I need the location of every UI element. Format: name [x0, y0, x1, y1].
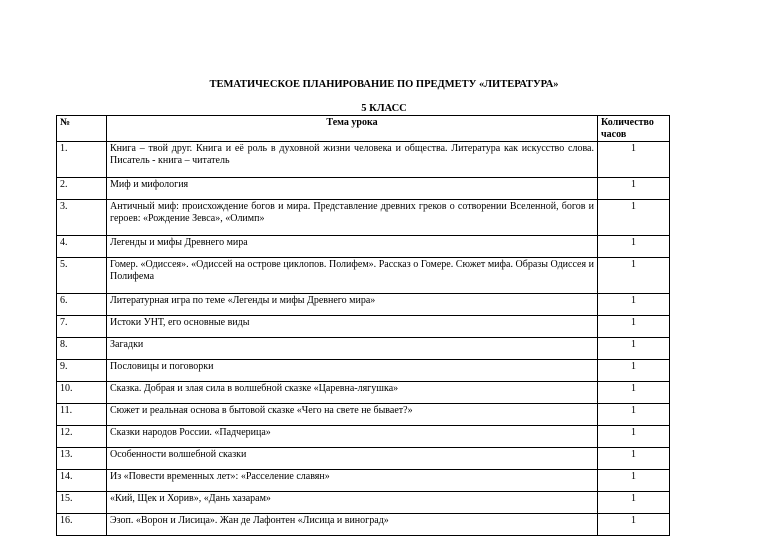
table-row: [57, 404, 670, 426]
table-row: [57, 142, 670, 178]
table-row: [57, 360, 670, 382]
row-number: 1.: [57, 142, 107, 178]
row-hours: 1: [598, 360, 670, 382]
row-number: 16.: [57, 514, 107, 536]
row-number: 13.: [57, 448, 107, 470]
row-topic: Книга – твой друг. Книга и её роль в духовной жизни человека и общества. Литература как искусство слова. Писатель - книга – читатель: [107, 142, 598, 178]
row-hours: 1: [598, 200, 670, 236]
row-topic: Сюжет и реальная основа в бытовой сказке «Чего на свете не бывает?»: [107, 404, 598, 426]
table-header: [57, 116, 670, 142]
row-hours: 1: [598, 142, 670, 178]
header-topic: Тема урока: [107, 116, 598, 142]
row-topic: Легенды и мифы Древнего мира: [107, 236, 598, 258]
row-number: 12.: [57, 426, 107, 448]
class-title: 5 КЛАСС: [361, 103, 407, 114]
row-number: 6.: [57, 294, 107, 316]
row-topic: Особенности волшебной сказки: [107, 448, 598, 470]
row-number: 2.: [57, 178, 107, 200]
row-topic: Литературная игра по теме «Легенды и мифы Древнего мира»: [107, 294, 598, 316]
page-title: ТЕМАТИЧЕСКОЕ ПЛАНИРОВАНИЕ ПО ПРЕДМЕТУ «ЛИТЕРАТУРА»: [209, 79, 559, 90]
row-topic: Гомер. «Одиссея». «Одиссей на острове циклопов. Полифем». Рассказ о Гомере. Сюжет мифа. Образы Одиссея и Полифема: [107, 258, 598, 294]
row-hours: 1: [598, 338, 670, 360]
row-number: 4.: [57, 236, 107, 258]
row-hours: 1: [598, 178, 670, 200]
row-hours: 1: [598, 448, 670, 470]
row-hours: 1: [598, 470, 670, 492]
row-topic: Загадки: [107, 338, 598, 360]
lesson-plan-table: [56, 115, 670, 536]
row-topic: Миф и мифология: [107, 178, 598, 200]
row-number: 14.: [57, 470, 107, 492]
row-number: 11.: [57, 404, 107, 426]
table-row: [57, 338, 670, 360]
row-hours: 1: [598, 236, 670, 258]
row-hours: 1: [598, 404, 670, 426]
row-number: 3.: [57, 200, 107, 236]
table-row: [57, 448, 670, 470]
table-row: [57, 426, 670, 448]
row-topic: Из «Повести временных лет»: «Расселение славян»: [107, 470, 598, 492]
row-topic: Пословицы и поговорки: [107, 360, 598, 382]
table-row: [57, 382, 670, 404]
row-number: 15.: [57, 492, 107, 514]
row-hours: 1: [598, 316, 670, 338]
table-row: [57, 178, 670, 200]
table-row: [57, 316, 670, 338]
row-hours: 1: [598, 382, 670, 404]
header-hours: Количество часов: [598, 116, 670, 142]
row-topic: Эзоп. «Ворон и Лисица». Жан де Лафонтен «Лисица и виноград»: [107, 514, 598, 536]
row-topic: Античный миф: происхождение богов и мира. Представление древних греков о сотворении Вселенной, богов и героев: «Рождение Зевса», «Олимп»: [107, 200, 598, 236]
row-number: 5.: [57, 258, 107, 294]
row-number: 10.: [57, 382, 107, 404]
table-body: [57, 142, 670, 536]
row-topic: Сказка. Добрая и злая сила в волшебной сказке «Царевна-лягушка»: [107, 382, 598, 404]
row-hours: 1: [598, 258, 670, 294]
table-row: [57, 200, 670, 236]
table-row: [57, 514, 670, 536]
table-row: [57, 258, 670, 294]
row-hours: 1: [598, 294, 670, 316]
row-number: 9.: [57, 360, 107, 382]
table-row: [57, 236, 670, 258]
row-hours: 1: [598, 492, 670, 514]
row-number: 8.: [57, 338, 107, 360]
row-hours: 1: [598, 514, 670, 536]
row-hours: 1: [598, 426, 670, 448]
row-topic: Сказки народов России. «Падчерица»: [107, 426, 598, 448]
row-number: 7.: [57, 316, 107, 338]
table-row: [57, 470, 670, 492]
header-number: №: [57, 116, 107, 142]
row-topic: Истоки УНТ, его основные виды: [107, 316, 598, 338]
table-row: [57, 492, 670, 514]
table-row: [57, 294, 670, 316]
row-topic: «Кий, Щек и Хорив», «Дань хазарам»: [107, 492, 598, 514]
header-row: [57, 116, 670, 142]
